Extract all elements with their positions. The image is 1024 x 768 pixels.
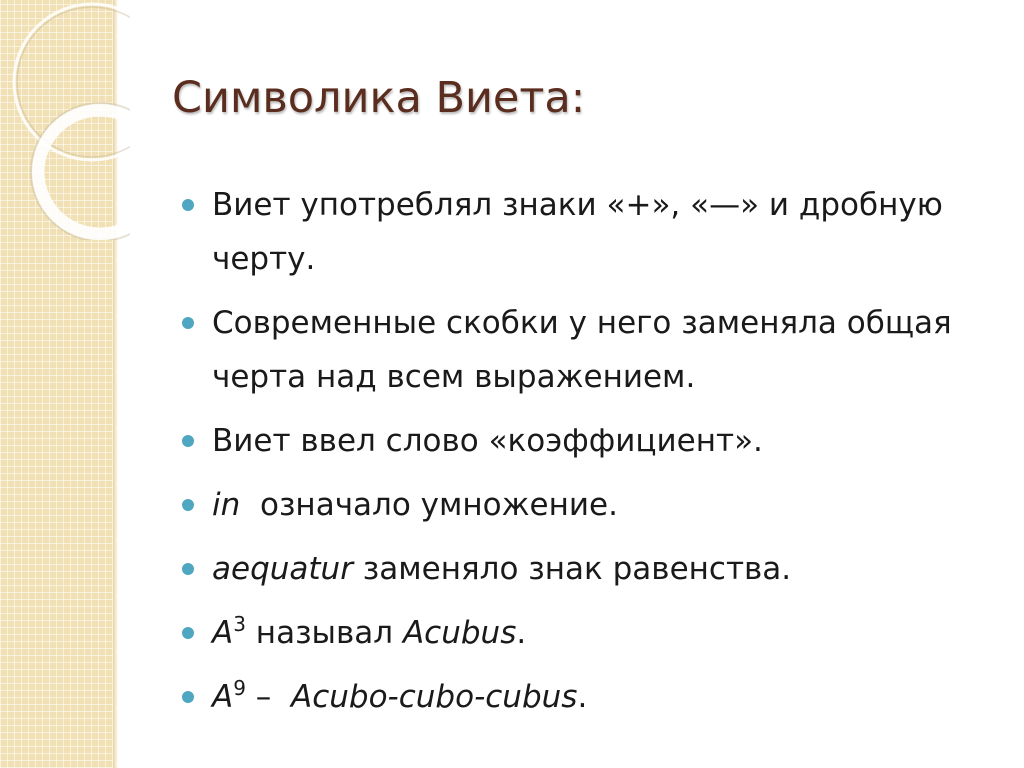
bullet-dot-icon xyxy=(182,499,194,511)
bullet-text: – xyxy=(245,679,292,715)
latin-term: in xyxy=(212,487,241,523)
latin-term: Acubo-cubo-cubus xyxy=(291,679,578,715)
bullet-dot-icon xyxy=(182,627,194,639)
small-ring-shadow xyxy=(31,103,130,240)
bullet-text: называл xyxy=(245,615,403,651)
bullet-dot-icon xyxy=(182,435,194,447)
bullet-item xyxy=(182,414,972,468)
bullet-dot-icon xyxy=(182,199,194,211)
bullet-item xyxy=(182,670,972,724)
bullet-text: Виет ввел слово «коэффициент». xyxy=(212,423,763,459)
decorative-rings-icon xyxy=(0,0,130,240)
bullet-text: Современные скобки у него заменяла общая черта над всем выражением. xyxy=(212,305,952,395)
large-ring xyxy=(14,4,130,160)
power-exponent: 3 xyxy=(233,612,246,636)
slide-title: Символика Виета: xyxy=(172,73,586,123)
bullet-end: . xyxy=(516,615,527,651)
bullet-dot-icon xyxy=(182,317,194,329)
bullet-item xyxy=(182,606,972,660)
latin-term: aequatur xyxy=(212,551,353,587)
bullet-list xyxy=(182,178,972,734)
power-base: A xyxy=(212,615,234,651)
small-ring xyxy=(38,110,130,234)
bullet-text: Виет употреблял знаки «+», «—» и дробную черту. xyxy=(212,187,943,277)
bullet-item xyxy=(182,478,972,532)
bullet-dot-icon xyxy=(182,691,194,703)
power-exponent: 9 xyxy=(233,676,246,700)
bullet-text: заменяло знак равенства. xyxy=(352,551,792,587)
latin-term: Acubus xyxy=(402,615,517,651)
power-base: A xyxy=(212,679,234,715)
bullet-item xyxy=(182,542,972,596)
bullet-text: означало умножение. xyxy=(240,487,618,523)
bullet-end: . xyxy=(577,679,588,715)
bullet-item xyxy=(182,296,972,404)
bullet-dot-icon xyxy=(182,563,194,575)
bullet-item xyxy=(182,178,972,286)
